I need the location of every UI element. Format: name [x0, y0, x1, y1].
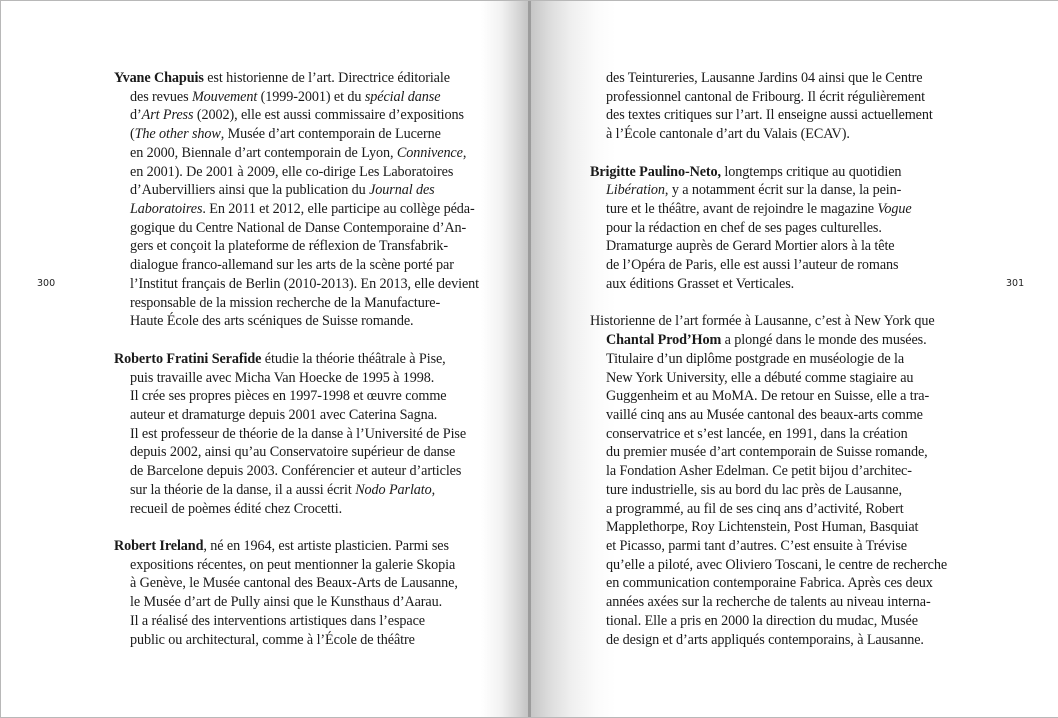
text-run: de Barcelone depuis 2003. Conférencier et auteur d’articles [130, 463, 462, 480]
text-line [590, 181, 960, 200]
text-run: la Fondation Asher Edelman. Ce petit bijou d’architec- [606, 463, 912, 480]
text-run: Dramaturge auprès de Gerard Mortier alors à la tête [606, 238, 895, 255]
text-line [590, 88, 960, 107]
paragraph-spacer [590, 144, 960, 163]
text-line [114, 574, 484, 593]
person-name: Chantal Prod’Hom [606, 332, 722, 349]
text-run: ture industrielle, sis au bord du lac près de Lausanne, [606, 481, 902, 498]
text-line [590, 163, 960, 182]
paragraph-spacer [114, 331, 484, 350]
text-run: dialogue franco-allemand sur les arts de la scène porté par [130, 257, 454, 274]
text-run: longtemps critique au quotidien [720, 163, 902, 180]
text-line [114, 88, 484, 107]
right-page [531, 1, 1058, 717]
text-line [590, 462, 960, 481]
text-line [590, 406, 960, 425]
text-line [114, 443, 484, 462]
text-run: en 2000, Biennale d’art contemporain de Lyon, [130, 144, 397, 161]
text-run: New York University, elle a débuté comme stagiaire au [606, 369, 914, 386]
text-run: l’Institut français de Berlin (2010-2013). En 2013, elle devient [130, 275, 479, 292]
paragraph-spacer [590, 294, 960, 313]
text-run: public ou architectural, comme à l’École de théâtre [130, 631, 415, 648]
text-line [590, 275, 960, 294]
text-line [114, 163, 484, 182]
text-line [114, 500, 484, 519]
text-run: du premier musée d’art contemporain de Suisse romande, [606, 444, 928, 461]
text-line [114, 537, 484, 556]
text-run: , [431, 481, 436, 498]
text-line [114, 200, 484, 219]
text-run: responsable de la mission recherche de la Manufacture- [130, 294, 441, 311]
text-run: , [462, 144, 467, 161]
text-line [590, 612, 960, 631]
text-run: Haute École des arts scéniques de Suisse romande. [130, 313, 414, 330]
text-run: (2002), elle est aussi commissaire d’expositions [193, 107, 464, 124]
text-run: auteur et dramaturge depuis 2001 avec Caterina Sagna. [130, 406, 438, 423]
right-page-text-column [590, 69, 960, 649]
text-line [590, 350, 960, 369]
text-line [114, 69, 484, 88]
text-line [114, 612, 484, 631]
text-line [114, 312, 484, 331]
text-line [114, 387, 484, 406]
text-run: vaillé cinq ans au Musée cantonal des beaux-arts comme [606, 406, 923, 423]
text-run: des Teintureries, Lausanne Jardins 04 ainsi que le Centre [606, 70, 923, 86]
text-run: Historienne de l’art formée à Lausanne, c’est à New York que [590, 313, 935, 330]
text-line [590, 556, 960, 575]
italic-title: Libération [606, 182, 665, 199]
text-run: d’ [130, 107, 142, 124]
text-line [114, 350, 484, 369]
text-run: depuis 2002, ainsi qu’au Conservatoire supérieur de danse [130, 444, 456, 461]
page-number-right: 301 [1006, 278, 1025, 289]
text-run: de design et d’arts appliqués contemporains, à Lausanne. [606, 631, 924, 648]
italic-title: Art Press [141, 107, 194, 124]
text-run: ture et le théâtre, avant de rejoindre le magazine [606, 201, 878, 218]
person-name: Robert Ireland [114, 537, 204, 554]
text-line [590, 387, 960, 406]
text-run: a plongé dans le monde des musées. [721, 332, 927, 349]
text-line [114, 256, 484, 275]
text-line [114, 181, 484, 200]
text-run: de l’Opéra de Paris, elle est aussi l’auteur de romans [606, 257, 899, 274]
text-run: qu’elle a piloté, avec Oliviero Toscani, le centre de recherche [606, 556, 948, 573]
text-line [590, 125, 960, 144]
text-line [114, 275, 484, 294]
text-line [114, 481, 484, 500]
text-run: expositions récentes, on peut mentionner la galerie Skopia [130, 556, 456, 573]
text-run: des textes critiques sur l’art. Il enseigne aussi actuellement [606, 107, 933, 124]
text-line [590, 500, 960, 519]
bio-roberto-fratini-serafide [114, 350, 484, 518]
text-run: Titulaire d’un diplôme postgrade en muséologie de la [606, 350, 905, 367]
text-line [114, 237, 484, 256]
italic-title: Mouvement [191, 88, 258, 105]
text-line [114, 406, 484, 425]
page-number-left: 300 [37, 278, 56, 289]
text-run: professionnel cantonal de Fribourg. Il écrit régulièrement [606, 88, 925, 105]
text-line [590, 219, 960, 238]
left-page [1, 1, 529, 717]
text-run: à l’École cantonale d’art du Valais (ECAV). [606, 126, 850, 143]
text-run: Il crée ses propres pièces en 1997-1998 et œuvre comme [130, 388, 447, 405]
text-run: gers et conçoit la plateforme de réflexion de Transfabrik- [130, 238, 449, 255]
text-line [590, 631, 960, 650]
italic-title: spécial danse [364, 88, 441, 105]
text-line [590, 574, 960, 593]
text-run: ( [130, 126, 135, 143]
text-run: recueil de poèmes édité chez Crocetti. [130, 500, 343, 517]
text-line [590, 481, 960, 500]
person-name: Brigitte Paulino-Neto, [590, 163, 721, 180]
text-run: , Musée d’art contemporain de Lucerne [220, 126, 441, 143]
text-line [114, 462, 484, 481]
text-run: (1999-2001) et du [257, 88, 365, 105]
text-run: puis travaille avec Micha Van Hoecke de 1995 à 1998. [130, 369, 435, 386]
text-line [114, 219, 484, 238]
text-run: et Picasso, parmi tant d’autres. C’est ensuite à Trévise [606, 537, 907, 554]
text-run: Mapplethorpe, Roy Lichtenstein, Post Human, Basquiat [606, 519, 919, 536]
text-run: des revues [130, 88, 192, 105]
left-page-text-column [114, 69, 484, 649]
text-line [590, 537, 960, 556]
person-name: Yvane Chapuis [114, 70, 204, 86]
text-line [590, 331, 960, 350]
text-line [114, 125, 484, 144]
text-run: Il est professeur de théorie de la danse à l’Université de Pise [130, 425, 467, 442]
text-run: le Musée d’art de Pully ainsi que le Kunsthaus d’Aarau. [130, 594, 443, 611]
text-run: a programmé, au fil de ses cinq ans d’activité, Robert [606, 500, 904, 517]
italic-title: Vogue [877, 201, 912, 218]
text-line [590, 369, 960, 388]
text-line [590, 106, 960, 125]
italic-title: Nodo Parlato [355, 481, 432, 498]
text-line [590, 425, 960, 444]
text-line [590, 443, 960, 462]
text-line [114, 369, 484, 388]
italic-title: The other show [134, 126, 221, 143]
text-line [114, 631, 484, 650]
bio-yvane-chapuis [114, 69, 484, 331]
text-line [590, 518, 960, 537]
text-line [114, 556, 484, 575]
bio-robert-ireland [114, 537, 484, 649]
text-run: étudie la théorie théâtrale à Pise, [261, 350, 446, 367]
text-run: , né en 1964, est artiste plasticien. Parmi ses [203, 537, 449, 554]
person-name: Roberto Fratini Serafide [114, 350, 262, 367]
text-run: , y a notamment écrit sur la danse, la pein- [664, 182, 902, 199]
text-run: années axées sur la recherche de talents au niveau interna- [606, 594, 931, 611]
text-line [590, 237, 960, 256]
italic-title: Connivence [396, 144, 463, 161]
text-run: pour la rédaction en chef de ses pages culturelles. [606, 219, 882, 236]
text-run: aux éditions Grasset et Verticales. [606, 275, 795, 292]
text-run: sur la théorie de la danse, il a aussi écrit [130, 481, 356, 498]
text-line [590, 69, 960, 88]
italic-title: Laboratoires [130, 201, 203, 218]
text-run: . En 2011 et 2012, elle participe au collège péda- [202, 201, 475, 218]
text-run: gogique du Centre National de Danse Contemporaine d’An- [130, 219, 467, 236]
text-run: conservatrice et s’est lancée, en 1991, dans la création [606, 425, 908, 442]
bio-chantal-prod-hom [590, 312, 960, 649]
bio-brigitte-paulino-neto [590, 163, 960, 294]
text-run: d’Aubervilliers ainsi que la publication du [130, 182, 370, 199]
text-line [114, 425, 484, 444]
paragraph-spacer [114, 518, 484, 537]
text-run: Guggenheim et au MoMA. De retour en Suisse, elle a tra- [606, 388, 930, 405]
text-line [114, 144, 484, 163]
text-run: tional. Elle a pris en 2000 la direction du mudac, Musée [606, 612, 918, 629]
text-run: est historienne de l’art. Directrice éditoriale [203, 70, 450, 86]
text-line [590, 312, 960, 331]
text-line [590, 256, 960, 275]
bio-robert-ireland-suite [590, 69, 960, 144]
text-line [114, 106, 484, 125]
text-run: en 2001). De 2001 à 2009, elle co-dirige Les Laboratoires [130, 163, 454, 180]
text-line [590, 200, 960, 219]
italic-title: Journal des [369, 182, 435, 199]
text-line [114, 593, 484, 612]
text-run: Il a réalisé des interventions artistiques dans l’espace [130, 612, 425, 629]
text-line [590, 593, 960, 612]
text-run: à Genève, le Musée cantonal des Beaux-Arts de Lausanne, [130, 575, 458, 592]
text-line [114, 294, 484, 313]
text-run: en communication contemporaine Fabrica. Après ces deux [606, 575, 933, 592]
